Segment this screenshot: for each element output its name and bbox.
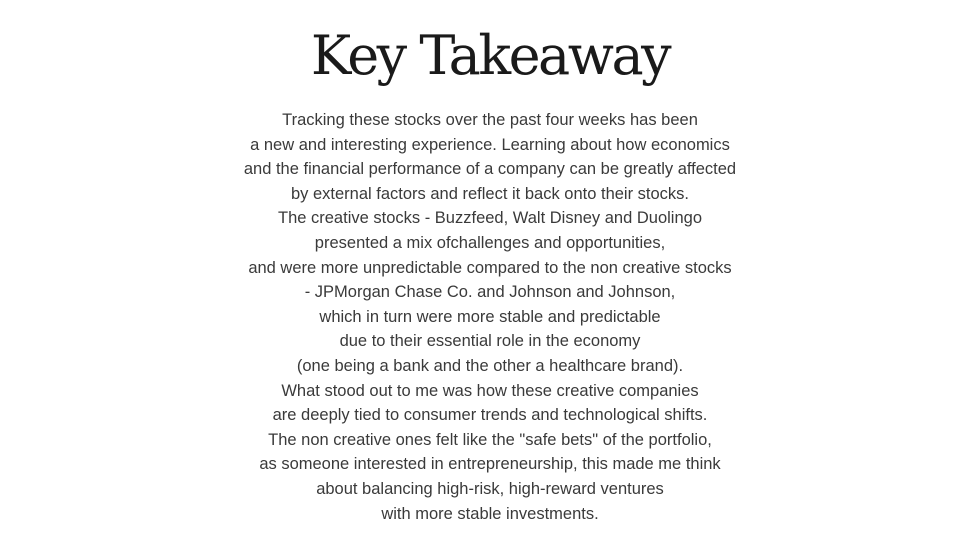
body-line: with more stable investments. (381, 504, 599, 523)
body-line: and were more unpredictable compared to the non creative stocks (248, 258, 732, 277)
body-line: as someone interested in entrepreneurship, this made me think (259, 455, 721, 474)
body-line: which in turn were more stable and predictable (319, 307, 661, 326)
body-line: Tracking these stocks over the past four weeks has been (282, 111, 698, 129)
body-line: What stood out to me was how these creative companies (281, 381, 699, 400)
body-line: - JPMorgan Chase Co. and Johnson and Johnson, (304, 283, 676, 302)
slide-body (0, 108, 980, 526)
body-line: due to their essential role in the economy (339, 332, 641, 351)
body-line: The non creative ones felt like the "safe bets" of the portfolio, (268, 430, 712, 449)
body-line: a new and interesting experience. Learning about how economics (250, 135, 730, 154)
body-line: and the financial performance of a company can be greatly affected (243, 160, 737, 179)
body-line: by external factors and reflect it back onto their stocks. (290, 184, 690, 203)
slide-title: Key Takeaway (310, 24, 670, 87)
body-line: are deeply tied to consumer trends and technological shifts. (272, 406, 708, 425)
body-line: about balancing high-risk, high-reward ventures (316, 479, 664, 498)
body-line: The creative stocks - Buzzfeed, Walt Disney and Duolingo (278, 209, 702, 228)
body-line: presented a mix ofchallenges and opportunities, (314, 233, 666, 252)
body-line: (one being a bank and the other a healthcare brand). (296, 356, 684, 375)
